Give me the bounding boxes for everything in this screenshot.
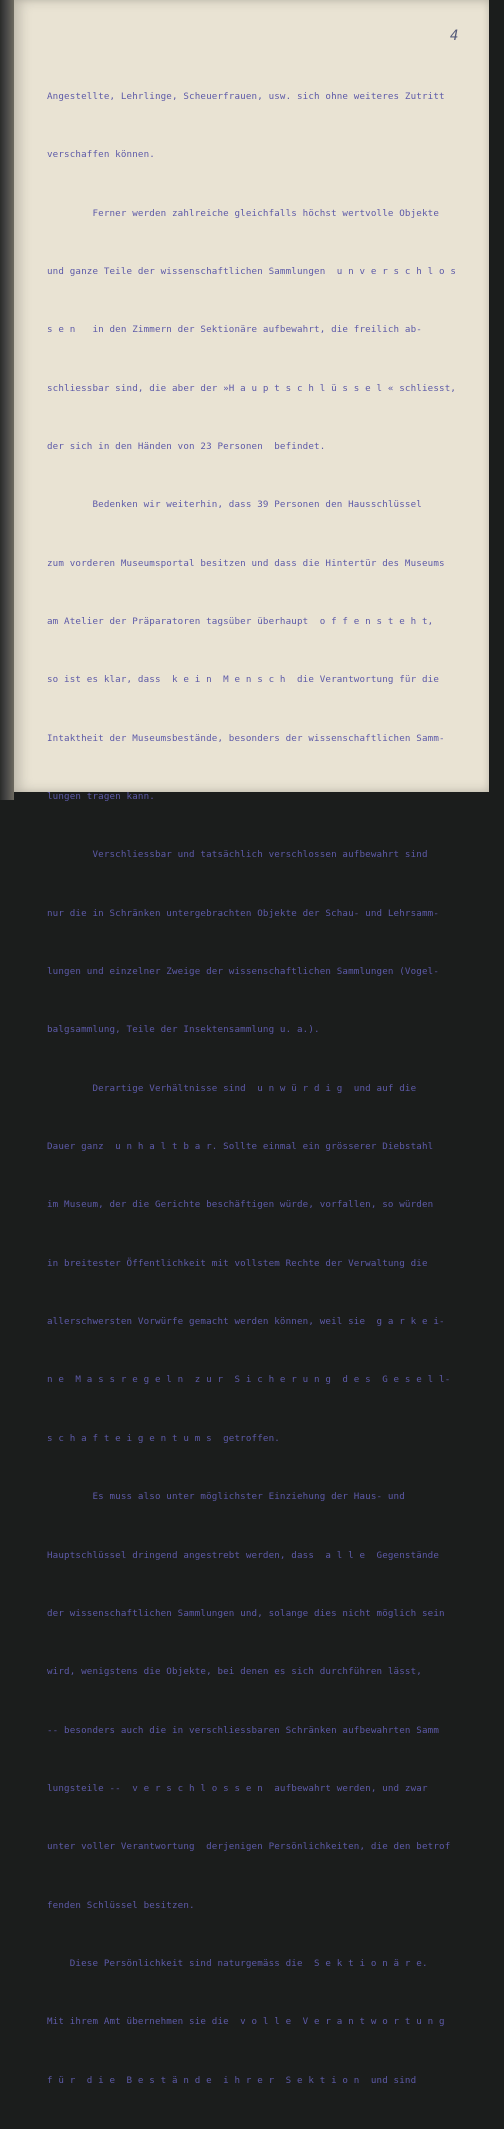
text-line: verschaffen können.: [47, 149, 155, 161]
text-line: Mit ihrem Amt übernehmen sie die v o l l e V e r a n t w o r t u n g: [47, 2016, 445, 2028]
page-number: 4: [450, 28, 459, 44]
text-line: in breitester Öffentlichkeit mit vollstem Rechte der Verwaltung die: [47, 1257, 428, 1269]
text-line: s c h a f t e i g e n t u m s getroffen.: [47, 1432, 280, 1444]
text-line: wird, wenigstens die Objekte, bei denen es sich durchführen lässt,: [47, 1666, 422, 1678]
text-line: und ganze Teile der wissenschaftlichen Sammlungen u n v e r s c h l o s: [47, 265, 457, 277]
text-line: im Museum, der die Gerichte beschäftigen würde, vorfallen, so würden: [47, 1199, 434, 1211]
typewritten-text: [47, 48, 487, 2129]
text-line: s e n in den Zimmern der Sektionäre aufbewahrt, die freilich ab-: [47, 324, 422, 336]
text-line: fenden Schlüssel besitzen.: [47, 1899, 195, 1911]
text-line: Es muss also unter möglichster Einziehung der Haus- und: [47, 1491, 405, 1503]
text-line: unter voller Verantwortung derjenigen Persönlichkeiten, die den betrof: [47, 1841, 451, 1853]
text-line: Verschliessbar und tatsächlich verschlossen aufbewahrt sind: [47, 849, 428, 861]
text-line: Bedenken wir weiterhin, dass 39 Personen den Hausschlüssel: [47, 499, 422, 511]
text-line: zum vorderen Museumsportal besitzen und dass die Hintertür des Museums: [47, 557, 445, 569]
typewritten-page: [14, 0, 489, 2086]
text-line: f ü r d i e B e s t ä n d e i h r e r S e k t i o n und sind: [47, 2074, 417, 2086]
text-line: so ist es klar, dass k e i n M e n s c h die Verantwortung für die: [47, 674, 440, 686]
text-line: Diese Persönlichkeit sind naturgemäss die S e k t i o n ä r e.: [47, 1957, 428, 1969]
text-line: n e M a s s r e g e l n z u r S i c h e r u n g d e s G e s e l l-: [47, 1374, 451, 1386]
text-line: allerschwersten Vorwürfe gemacht werden können, weil sie g a r k e i-: [47, 1316, 445, 1328]
text-line: lungen tragen kann.: [47, 791, 155, 803]
text-line: nur die in Schränken untergebrachten Objekte der Schau- und Lehrsamm-: [47, 907, 440, 919]
text-line: lungsteile -- v e r s c h l o s s e n aufbewahrt werden, und zwar: [47, 1782, 428, 1794]
text-line: lungen und einzelner Zweige der wissenschaftlichen Sammlungen (Vogel-: [47, 966, 440, 978]
text-line: am Atelier der Präparatoren tagsüber überhaupt o f f e n s t e h t,: [47, 616, 434, 627]
text-line: Dauer ganz u n h a l t b a r. Sollte einmal ein grösserer Diebstahl: [47, 1141, 434, 1153]
binding-edge: [0, 0, 14, 800]
text-line: balgsammlung, Teile der Insektensammlung u. a.).: [47, 1024, 320, 1036]
text-line: der wissenschaftlichen Sammlungen und, solange dies nicht möglich sein: [47, 1607, 445, 1619]
text-line: der sich in den Händen von 23 Personen befindet.: [47, 440, 326, 452]
text-line: Angestellte, Lehrlinge, Scheuerfrauen, usw. sich ohne weiteres Zutritt: [47, 90, 445, 102]
text-line: Intaktheit der Museumsbestände, besonders der wissenschaftlichen Samm-: [47, 732, 445, 744]
text-line: Hauptschlüssel dringend angestrebt werden, dass a l l e Gegenstände: [47, 1549, 440, 1561]
text-line: schliessbar sind, die aber der »H a u p t s c h l ü s s e l « schliesst,: [47, 382, 457, 394]
text-line: -- besonders auch die in verschliessbaren Schränken aufbewahrten Samm: [47, 1724, 440, 1736]
text-line: Ferner werden zahlreiche gleichfalls höchst wertvolle Objekte: [47, 207, 440, 219]
text-line: Derartige Verhältnisse sind u n w ü r d i g und auf die: [47, 1082, 417, 1094]
